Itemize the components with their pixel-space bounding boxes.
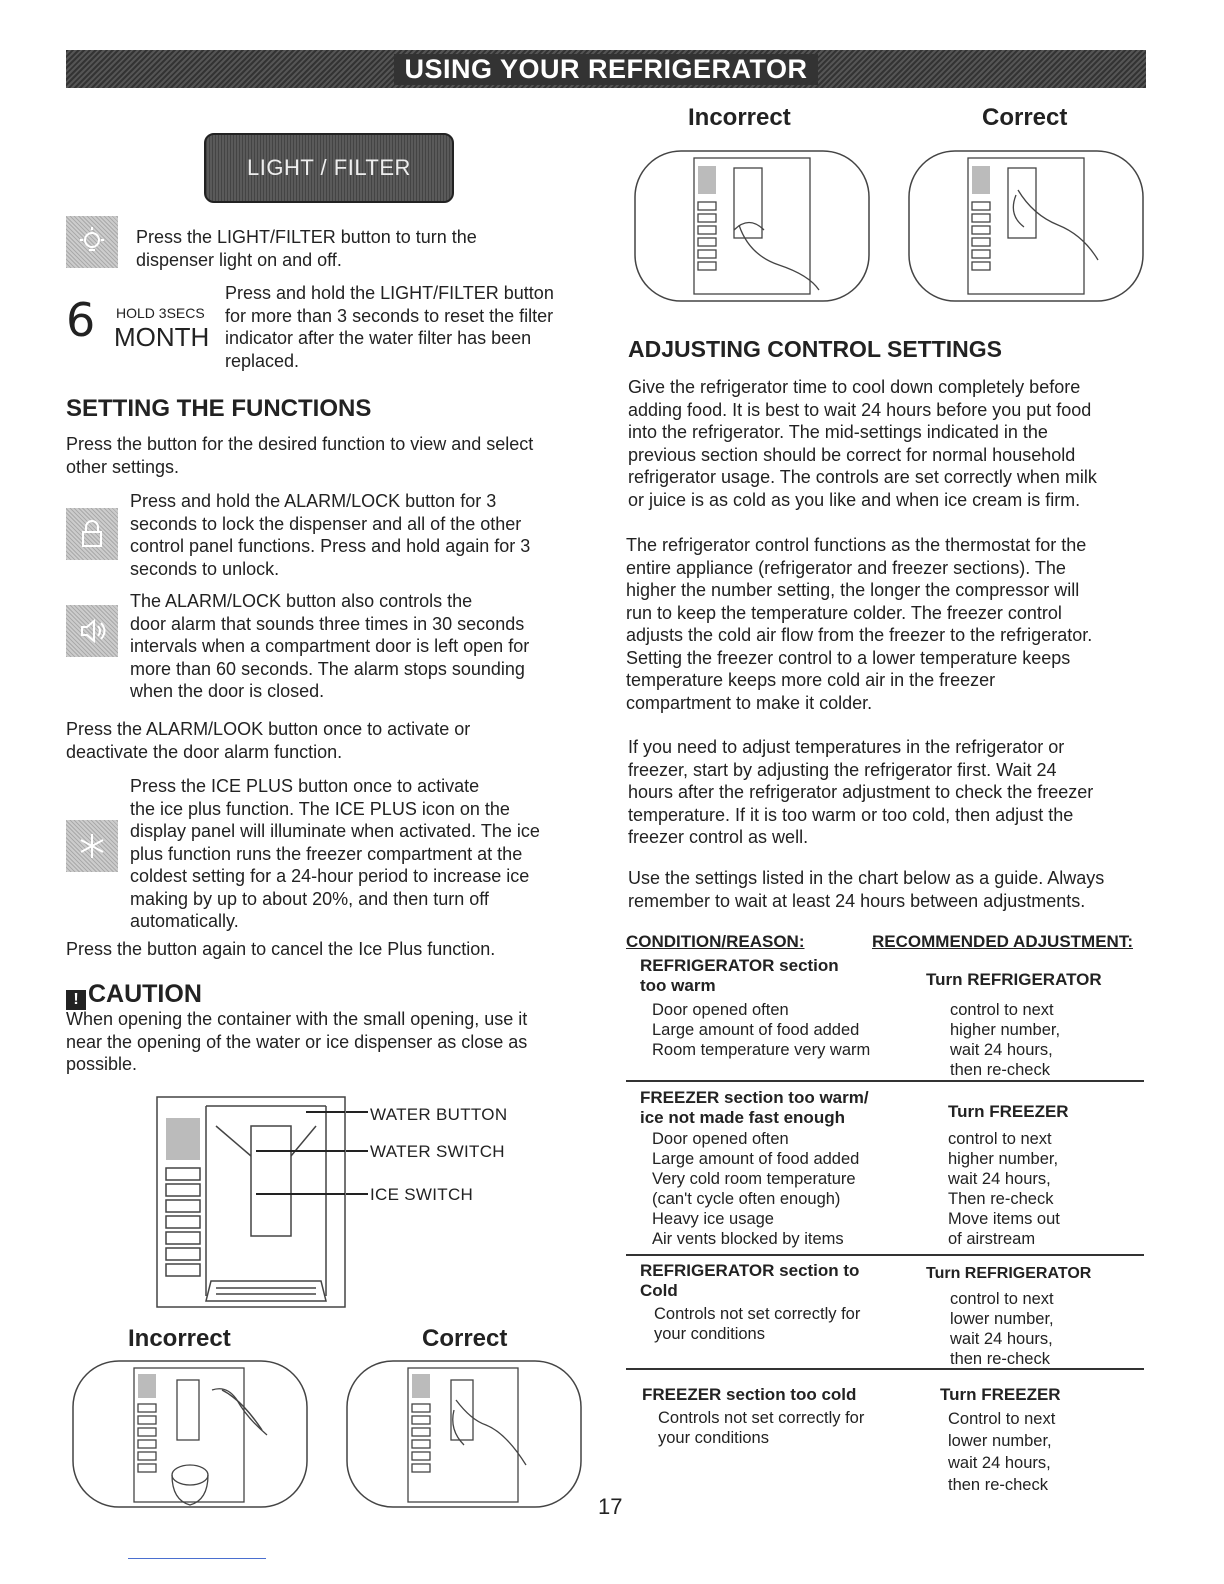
setting-intro: Press the button for the desired function to view and select other settings.	[66, 434, 534, 477]
speaker-icon	[66, 605, 118, 657]
caution-heading: ! CAUTION	[66, 980, 202, 1010]
table-divider	[626, 1368, 1144, 1370]
adjusting-p2: The refrigerator control functions as the thermostat for the entire appliance (refrigerator and freezer sections). The higher the number setting, the longer the compressor will run to keep the temperature colder. The freezer control adjusts the cold air flow from the freezer to the refrigerator. Setting the freezer control to a lower temperature keeps temperature keeps more cold air in the freezer compartment to make it colder.	[626, 535, 1093, 713]
alarm-text: The ALARM/LOCK button also controls the door alarm that sounds three times in 30 seconds intervals when a compartment door is left open for more than 60 seconds. The alarm stops sounding when the door is closed.	[130, 591, 530, 701]
table-row-title: REFRIGERATOR section to Cold	[640, 1261, 860, 1300]
table-row-items: Controls not set correctly for your conditions	[658, 1409, 865, 1447]
adjusting-p4: Use the settings listed in the chart below as a guide. Always remember to wait at least 24 hours between adjustments.	[628, 868, 1105, 911]
table-row-action: Control to next lower number, wait 24 hours, then re-check	[948, 1410, 1056, 1494]
table-row-title: FREEZER section too warm/ ice not made fast enough	[640, 1088, 869, 1127]
ice-cancel-text: Press the button again to cancel the Ice Plus function.	[66, 939, 496, 959]
incorrect-label-left: Incorrect	[128, 1325, 231, 1352]
water-switch-label: WATER SWITCH	[370, 1142, 505, 1161]
table-col-adjustment: RECOMMENDED ADJUSTMENT:	[872, 932, 1133, 951]
correct-label-right: Correct	[982, 104, 1068, 131]
table-row-title: REFRIGERATOR section too warm	[640, 956, 839, 995]
light-bulb-icon	[66, 216, 118, 268]
correct-dispenser-illustration-right	[908, 150, 1144, 302]
light-text: Press the LIGHT/FILTER button to turn the dispenser light on and off.	[136, 227, 477, 270]
page-number: 17	[598, 1494, 623, 1519]
incorrect-label-right: Incorrect	[688, 104, 791, 131]
incorrect-dispenser-illustration-right	[634, 150, 870, 302]
correct-label-left: Correct	[422, 1325, 508, 1352]
label-leaders	[346, 1100, 370, 1210]
light-filter-button-illustration	[204, 133, 454, 203]
light-filter-label: LIGHT / FILTER	[247, 155, 411, 180]
table-row-action-title: Turn REFRIGERATOR	[926, 970, 1102, 989]
adjusting-heading: ADJUSTING CONTROL SETTINGS	[628, 336, 1002, 362]
dispenser-diagram	[156, 1096, 346, 1308]
adjusting-p3: If you need to adjust temperatures in the refrigerator or freezer, start by adjusting the refrigerator first. Wait 24 hours after the refrigerator adjustment to check the freezer temperature. If it is too warm or too cold, then adjust the freezer control as well.	[628, 737, 1094, 847]
table-row-action: control to next lower number, wait 24 hours, then re-check	[950, 1290, 1054, 1368]
lock-text: Press and hold the ALARM/LOCK button for 3 seconds to lock the dispenser and all of the other control panel functions. Press and hold again for 3 seconds to unlock.	[130, 491, 531, 579]
table-row-items: Controls not set correctly for your conditions	[654, 1305, 861, 1343]
footer-rule	[128, 1558, 266, 1559]
ice-switch-label: ICE SWITCH	[370, 1185, 474, 1204]
table-row-title: FREEZER section too cold	[642, 1385, 857, 1404]
table-row-action-title: Turn FREEZER	[948, 1102, 1069, 1121]
table-row-action: control to next higher number, wait 24 hours, Then re-check Move items out of airstream	[948, 1130, 1060, 1248]
incorrect-dispenser-illustration-left	[72, 1360, 308, 1508]
month-label: MONTH	[114, 322, 210, 352]
table-divider	[626, 1254, 1144, 1256]
table-row-items: Door opened often Large amount of food added Room temperature very warm	[652, 1001, 871, 1059]
page-header	[66, 50, 1146, 88]
filter-month-digit: 6	[66, 293, 96, 347]
filter-reset-text: Press and hold the LIGHT/FILTER button for more than 3 seconds to reset the filter indicator after the water filter has been replaced.	[225, 283, 554, 371]
table-row-action-title: Turn REFRIGERATOR	[926, 1265, 1092, 1282]
table-divider	[626, 1080, 1144, 1082]
adjusting-p1: Give the refrigerator time to cool down completely before adding food. It is best to wait 24 hours before you put food into the refrigerator. The mid-settings indicated in the previous section should be correct for normal household refrigerator usage. The controls are set correctly when milk or juice is as cold as you like and when ice cream is firm.	[628, 377, 1097, 510]
table-row-action: control to next higher number, wait 24 hours, then re-check	[950, 1001, 1061, 1079]
table-col-condition: CONDITION/REASON:	[626, 932, 805, 951]
ice-plus-text: Press the ICE PLUS button once to activate the ice plus function. The ICE PLUS icon on the display panel will illuminate when activated. The ice plus function runs the freezer compartment at the coldest setting for a 24-hour period to increase ice making by up to about 20%, and then turn off automatically.	[130, 776, 540, 931]
lock-icon	[66, 508, 118, 560]
setting-functions-heading: SETTING THE FUNCTIONS	[66, 395, 372, 422]
page-title: USING YOUR REFRIGERATOR	[394, 54, 817, 85]
warning-icon: !	[66, 990, 86, 1010]
water-button-label: WATER BUTTON	[370, 1105, 508, 1124]
table-row-items: Door opened often Large amount of food added Very cold room temperature (can't cycle often enough) Heavy ice usage Air vents blocked by items	[652, 1130, 860, 1248]
table-row-action-title: Turn FREEZER	[940, 1385, 1061, 1404]
caution-text: When opening the container with the small opening, use it near the opening of the water or ice dispenser as close as possible.	[66, 1009, 528, 1074]
alarm-press-text: Press the ALARM/LOOK button once to activate or deactivate the door alarm function.	[66, 719, 471, 762]
correct-dispenser-illustration-left	[346, 1360, 582, 1508]
snowflake-icon	[66, 820, 118, 872]
hold-3secs-label: HOLD 3SECS	[116, 305, 205, 321]
